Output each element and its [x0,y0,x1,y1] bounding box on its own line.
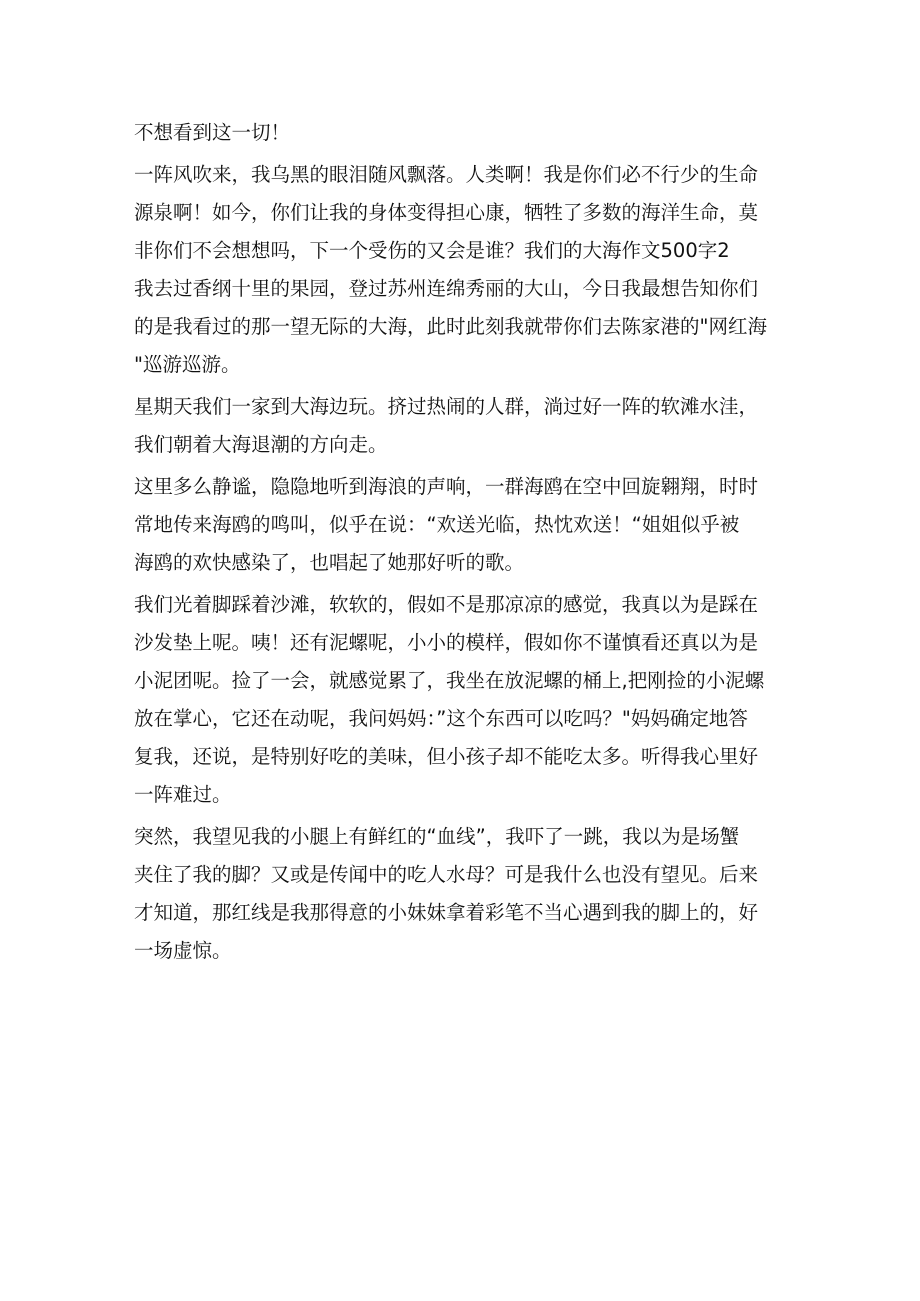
text-line: 的是我看过的那一望无际的大海，此时此刻我就带你们去陈家港的"网红海 [134,315,767,338]
text-line: "巡游巡游。 [134,353,241,376]
text-line: 一阵难过。 [134,783,232,806]
text-line: 海鸥的欢快感染了，也唱起了她那好听的歌。 [134,551,525,574]
text-line: 不想看到这一切！ [134,121,291,144]
text-line: 我们朝着大海退潮的方向走。 [134,433,388,456]
text-line: 夹住了我的脚？又或是传闻中的吃人水母？可是我什么也没有望见。后来 [134,863,759,886]
document-body [134,114,789,970]
text-line: 我们光着脚踩着沙滩，软软的，假如不是那凉凉的感觉，我真以为是踩在 [134,593,759,616]
text-line: 沙发垫上呢。咦！还有泥螺呢，小小的模样，假如你不谨慎看还真以为是 [134,631,759,654]
text-line: 常地传来海鸥的鸣叫，似乎在说：“欢送光临，热忱欢送！“姐姐似乎被 [134,513,740,536]
text-line: 放在掌心，它还在动呢，我问妈妈：”这个东西可以吃吗？"妈妈确定地答 [134,707,748,730]
text-line: 我去过香纲十里的果园，登过苏州连绵秀丽的大山，今日我最想告知你们 [134,277,759,300]
text-line: 一阵风吹来，我乌黑的眼泪随风飘落。人类啊！我是你们必不行少的生命 [134,163,759,186]
text-line: 突然，我望见我的小腿上有鲜红的“血线”，我吓了一跳，我以为是场蟹 [134,825,740,848]
text-line: 复我，还说，是特别好吃的美味，但小孩子却不能吃太多。听得我心里好 [134,745,759,768]
text-line: 小泥团呢。捡了一会，就感觉累了，我坐在放泥螺的桶上,把刚捡的小泥螺 [134,669,765,692]
text-line: 才知道，那红线是我那得意的小妹妹拿着彩笔不当心遇到我的脚上的，好 [134,901,759,924]
text-line: 这里多么静谧，隐隐地听到海浪的声响，一群海鸥在空中回旋翱翔，时时 [134,475,759,498]
text-line: 非你们不会想想吗，下一个受伤的又会是谁？我们的大海作文500字2 [134,239,730,262]
text-line: 一场虚惊。 [134,939,232,962]
text-line: 源泉啊！如今，你们让我的身体变得担心康，牺牲了多数的海洋生命，莫 [134,201,759,224]
text-line: 星期天我们一家到大海边玩。挤过热闹的人群，淌过好一阵的软滩水洼， [134,395,759,418]
